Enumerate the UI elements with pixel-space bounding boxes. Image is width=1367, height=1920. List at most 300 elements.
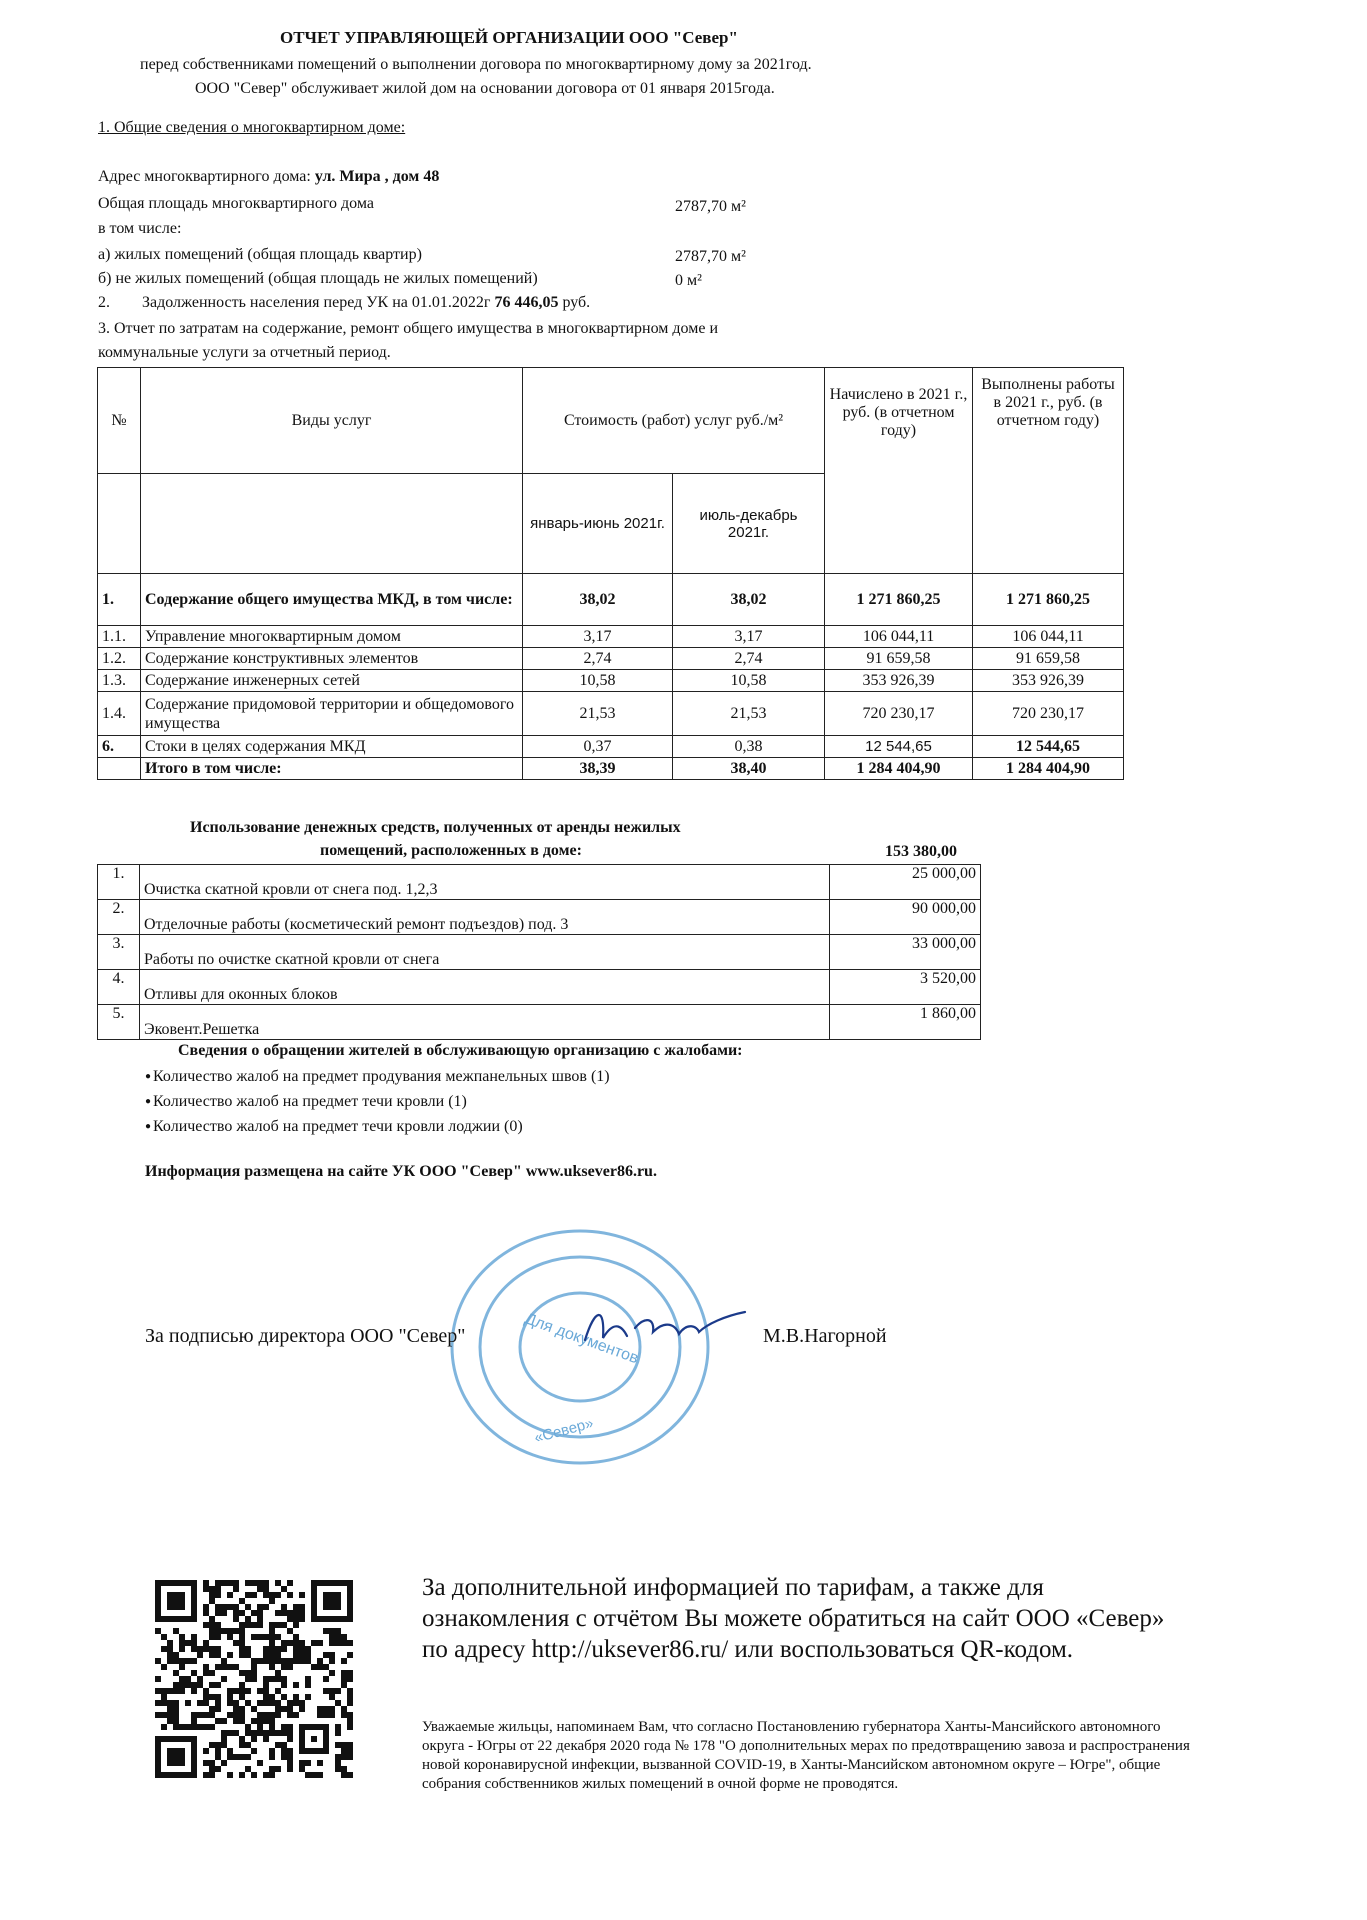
qr-module xyxy=(281,1664,287,1670)
qr-module xyxy=(215,1682,221,1688)
qr-module xyxy=(317,1760,323,1766)
qr-module xyxy=(293,1694,299,1700)
rent-row-amount: 90 000,00 xyxy=(830,900,981,935)
qr-module xyxy=(215,1652,221,1658)
row-cost-p2: 2,74 xyxy=(673,648,825,670)
qr-module xyxy=(287,1760,293,1766)
qr-module xyxy=(257,1730,263,1736)
qr-module xyxy=(209,1682,215,1688)
qr-module xyxy=(251,1658,257,1664)
qr-module xyxy=(215,1610,221,1616)
qr-module xyxy=(239,1646,245,1652)
qr-module xyxy=(287,1754,293,1760)
qr-module xyxy=(281,1586,287,1592)
qr-module xyxy=(155,1700,161,1706)
qr-module xyxy=(233,1754,239,1760)
qr-module xyxy=(155,1676,161,1682)
qr-module xyxy=(203,1586,209,1592)
qr-module xyxy=(299,1592,305,1598)
qr-module xyxy=(287,1712,293,1718)
qr-module xyxy=(191,1724,197,1730)
qr-module xyxy=(227,1628,233,1634)
qr-module xyxy=(329,1652,335,1658)
qr-module xyxy=(221,1610,227,1616)
qr-module xyxy=(173,1724,179,1730)
qr-module xyxy=(269,1772,275,1778)
qr-module xyxy=(263,1682,269,1688)
qr-module xyxy=(281,1682,287,1688)
qr-module xyxy=(221,1676,227,1682)
qr-module xyxy=(329,1694,335,1700)
qr-module xyxy=(185,1658,191,1664)
qr-module xyxy=(287,1610,293,1616)
rent-row-name: Эковент.Решетка xyxy=(140,1005,830,1040)
qr-module xyxy=(329,1706,335,1712)
rent-row-num: 4. xyxy=(98,970,140,1005)
qr-module xyxy=(233,1688,239,1694)
qr-module xyxy=(203,1760,209,1766)
qr-module xyxy=(257,1658,263,1664)
footer-main-text: За дополнительной информацией по тарифам, а также для ознакомления с отчётом Вы можете обратиться на сайт ООО «Север» по адресу http://uksever86.ru/ или воспользоваться QR-кодом. xyxy=(422,1574,1165,1663)
qr-module xyxy=(293,1646,299,1652)
qr-module xyxy=(197,1712,203,1718)
qr-module xyxy=(161,1634,167,1640)
qr-module xyxy=(269,1640,275,1646)
qr-module xyxy=(215,1622,221,1628)
qr-module xyxy=(191,1718,197,1724)
qr-module xyxy=(263,1772,269,1778)
qr-module xyxy=(251,1664,257,1670)
qr-module xyxy=(257,1700,263,1706)
qr-module xyxy=(203,1670,209,1676)
row-num: 1.4. xyxy=(98,692,141,736)
qr-module xyxy=(269,1748,275,1754)
qr-module xyxy=(245,1622,251,1628)
qr-module xyxy=(299,1604,305,1610)
qr-module xyxy=(275,1610,281,1616)
qr-module xyxy=(341,1640,347,1646)
qr-module xyxy=(233,1616,239,1622)
qr-module xyxy=(239,1712,245,1718)
stamp-name: «Север» xyxy=(532,1414,596,1447)
qr-module xyxy=(203,1604,209,1610)
qr-module xyxy=(233,1586,239,1592)
qr-module xyxy=(245,1700,251,1706)
qr-module xyxy=(221,1664,227,1670)
row-charged: 353 926,39 xyxy=(825,670,973,692)
table-total-row xyxy=(98,758,1124,780)
qr-module xyxy=(263,1652,269,1658)
qr-module xyxy=(323,1652,329,1658)
qr-module xyxy=(167,1652,173,1658)
qr-module xyxy=(305,1658,311,1664)
qr-module xyxy=(233,1604,239,1610)
qr-module xyxy=(239,1718,245,1724)
address-label: Адрес многоквартирного дома: xyxy=(98,168,311,185)
qr-module xyxy=(239,1640,245,1646)
qr-module xyxy=(347,1688,353,1694)
qr-module xyxy=(233,1610,239,1616)
qr-module xyxy=(245,1676,251,1682)
qr-module xyxy=(335,1754,341,1760)
qr-module xyxy=(245,1754,251,1760)
qr-module xyxy=(347,1742,353,1748)
qr-module xyxy=(305,1652,311,1658)
qr-module xyxy=(305,1760,311,1766)
qr-module xyxy=(167,1712,173,1718)
qr-module xyxy=(215,1628,221,1634)
qr-module xyxy=(287,1592,293,1598)
including-label: в том числе: xyxy=(98,220,182,237)
qr-module xyxy=(239,1706,245,1712)
rent-row-amount: 33 000,00 xyxy=(830,935,981,970)
qr-module xyxy=(335,1766,341,1772)
row-performed: 353 926,39 xyxy=(973,670,1124,692)
row-name: Содержание конструктивных элементов xyxy=(141,648,523,670)
qr-module xyxy=(173,1712,179,1718)
qr-module xyxy=(209,1724,215,1730)
qr-module xyxy=(251,1622,257,1628)
qr-module xyxy=(287,1766,293,1772)
qr-module xyxy=(209,1586,215,1592)
rent-row-name: Отделочные работы (косметический ремонт подъездов) под. 3 xyxy=(140,900,830,935)
qr-module xyxy=(263,1658,269,1664)
qr-module xyxy=(299,1616,305,1622)
debt-unit: руб. xyxy=(562,294,591,311)
qr-module xyxy=(167,1700,173,1706)
header-num: № xyxy=(98,368,141,474)
table-row xyxy=(98,935,981,970)
nonresidential-value: 0 м² xyxy=(675,272,702,289)
qr-module xyxy=(239,1736,245,1742)
qr-module xyxy=(257,1604,263,1610)
row-cost-p2: 21,53 xyxy=(673,692,825,736)
qr-module xyxy=(287,1700,293,1706)
qr-module xyxy=(245,1670,251,1676)
rent-row-num: 5. xyxy=(98,1005,140,1040)
row-name: Стоки в целях содержания МКД xyxy=(141,736,523,758)
table-row xyxy=(98,692,1124,736)
qr-module xyxy=(185,1700,191,1706)
qr-module xyxy=(341,1766,347,1772)
row-cost-p1: 0,37 xyxy=(523,736,673,758)
qr-module xyxy=(347,1748,353,1754)
qr-module xyxy=(335,1742,341,1748)
qr-module xyxy=(329,1712,335,1718)
qr-module xyxy=(317,1658,323,1664)
qr-module xyxy=(335,1700,341,1706)
rent-row-amount: 25 000,00 xyxy=(830,865,981,900)
rent-title-line-1: Использование денежных средств, полученных от аренды нежилых xyxy=(190,819,681,836)
qr-module xyxy=(287,1658,293,1664)
row-num: 1.2. xyxy=(98,648,141,670)
qr-module xyxy=(227,1772,233,1778)
address-value: ул. Мира , дом 48 xyxy=(314,168,440,185)
table-row xyxy=(98,865,981,900)
qr-module xyxy=(203,1688,209,1694)
qr-module xyxy=(245,1646,251,1652)
qr-module xyxy=(293,1610,299,1616)
qr-module xyxy=(215,1664,221,1670)
qr-module xyxy=(269,1754,275,1760)
row-name: Итого в том числе: xyxy=(141,758,523,780)
qr-module xyxy=(239,1628,245,1634)
qr-module xyxy=(167,1718,173,1724)
qr-module xyxy=(173,1670,179,1676)
header-period-1: январь-июнь 2021г. xyxy=(523,474,673,574)
debt-number: 2. xyxy=(98,294,110,311)
qr-module xyxy=(203,1580,209,1586)
qr-module xyxy=(341,1634,347,1640)
qr-module xyxy=(251,1634,257,1640)
qr-module xyxy=(287,1736,293,1742)
qr-module xyxy=(155,1658,161,1664)
qr-module xyxy=(215,1646,221,1652)
qr-module xyxy=(167,1706,173,1712)
header-service: Виды услуг xyxy=(141,368,523,474)
qr-module xyxy=(257,1724,263,1730)
qr-module xyxy=(179,1688,185,1694)
qr-module xyxy=(305,1646,311,1652)
qr-module xyxy=(239,1634,245,1640)
qr-module xyxy=(245,1730,251,1736)
qr-module xyxy=(263,1592,269,1598)
table-row xyxy=(98,574,1124,626)
qr-module xyxy=(305,1676,311,1682)
qr-module xyxy=(263,1700,269,1706)
qr-module xyxy=(293,1634,299,1640)
qr-module xyxy=(233,1628,239,1634)
row-num: 1.1. xyxy=(98,626,141,648)
qr-module xyxy=(209,1622,215,1628)
rent-row-amount: 3 520,00 xyxy=(830,970,981,1005)
qr-module xyxy=(251,1730,257,1736)
row-cost-p2: 38,02 xyxy=(673,574,825,626)
qr-module xyxy=(203,1700,209,1706)
qr-module xyxy=(161,1712,167,1718)
qr-module xyxy=(203,1640,209,1646)
qr-module xyxy=(227,1592,233,1598)
qr-module xyxy=(185,1640,191,1646)
qr-module xyxy=(305,1772,311,1778)
qr-module xyxy=(305,1682,311,1688)
qr-module xyxy=(191,1712,197,1718)
qr-module xyxy=(269,1724,275,1730)
website-info: Информация размещена на сайте УК ООО "Север" www.uksever86.ru. xyxy=(145,1163,657,1180)
row-performed: 1 284 404,90 xyxy=(973,758,1124,780)
rent-row-num: 2. xyxy=(98,900,140,935)
qr-module xyxy=(227,1604,233,1610)
row-charged: 12 544,65 xyxy=(825,736,973,758)
qr-module xyxy=(191,1634,197,1640)
qr-module xyxy=(263,1646,269,1652)
qr-module xyxy=(203,1610,209,1616)
qr-module xyxy=(287,1640,293,1646)
qr-module xyxy=(269,1712,275,1718)
qr-module xyxy=(347,1772,353,1778)
debt-label: Задолженность населения перед УК на 01.01.2022г xyxy=(142,294,491,311)
qr-module xyxy=(239,1682,245,1688)
rent-table xyxy=(97,864,981,1040)
qr-module xyxy=(251,1670,257,1676)
row-cost-p1: 10,58 xyxy=(523,670,673,692)
qr-module xyxy=(203,1772,209,1778)
qr-module xyxy=(191,1658,197,1664)
qr-module xyxy=(287,1748,293,1754)
qr-module xyxy=(233,1712,239,1718)
residential-label: а) жилых помещений (общая площадь квартир) xyxy=(98,246,422,263)
qr-module xyxy=(323,1712,329,1718)
qr-module xyxy=(185,1676,191,1682)
qr-module xyxy=(221,1604,227,1610)
director-name: М.В.Нагорной xyxy=(763,1325,887,1347)
row-num: 1.3. xyxy=(98,670,141,692)
qr-module xyxy=(179,1646,185,1652)
qr-module xyxy=(347,1640,353,1646)
qr-module xyxy=(257,1760,263,1766)
qr-module xyxy=(263,1730,269,1736)
qr-module xyxy=(317,1664,323,1670)
qr-module xyxy=(209,1628,215,1634)
qr-module xyxy=(173,1682,179,1688)
qr-module xyxy=(191,1640,197,1646)
rent-total: 153 380,00 xyxy=(885,843,957,860)
qr-module xyxy=(239,1688,245,1694)
qr-module xyxy=(347,1694,353,1700)
qr-module xyxy=(233,1580,239,1586)
qr-module xyxy=(233,1640,239,1646)
residential-value: 2787,70 м² xyxy=(675,248,746,265)
qr-module xyxy=(215,1586,221,1592)
qr-module xyxy=(239,1652,245,1658)
qr-module xyxy=(221,1760,227,1766)
qr-module xyxy=(257,1712,263,1718)
qr-module xyxy=(341,1772,347,1778)
row-cost-p2: 3,17 xyxy=(673,626,825,648)
qr-module xyxy=(251,1580,257,1586)
qr-module xyxy=(263,1718,269,1724)
qr-module xyxy=(209,1760,215,1766)
qr-module xyxy=(239,1772,245,1778)
qr-module xyxy=(245,1688,251,1694)
qr-module xyxy=(209,1694,215,1700)
header-cost: Стоимость (работ) услуг руб./м² xyxy=(523,368,825,474)
qr-module xyxy=(329,1688,335,1694)
qr-module xyxy=(173,1700,179,1706)
qr-module xyxy=(185,1682,191,1688)
qr-module xyxy=(287,1616,293,1622)
qr-module xyxy=(281,1724,287,1730)
complaint-item: ● Количество жалоб на предмет продувания межпанельных швов (1) xyxy=(145,1068,610,1086)
qr-module xyxy=(227,1694,233,1700)
qr-module xyxy=(251,1610,257,1616)
qr-module xyxy=(329,1658,335,1664)
qr-module xyxy=(293,1700,299,1706)
report-subtitle: перед собственниками помещений о выполнении договора по многоквартирному дому за 2021год. xyxy=(140,56,812,73)
qr-module xyxy=(275,1712,281,1718)
qr-module xyxy=(281,1640,287,1646)
qr-module xyxy=(227,1688,233,1694)
qr-module xyxy=(335,1640,341,1646)
qr-module xyxy=(299,1652,305,1658)
qr-module xyxy=(263,1586,269,1592)
qr-module xyxy=(269,1676,275,1682)
qr-module xyxy=(287,1730,293,1736)
qr-module xyxy=(341,1670,347,1676)
qr-module xyxy=(281,1754,287,1760)
qr-module xyxy=(305,1694,311,1700)
qr-module xyxy=(209,1772,215,1778)
row-name: Содержание придомовой территории и общедомового имущества xyxy=(141,692,523,736)
qr-module xyxy=(323,1706,329,1712)
qr-module xyxy=(269,1658,275,1664)
row-cost-p2: 0,38 xyxy=(673,736,825,758)
qr-module xyxy=(329,1670,335,1676)
qr-module xyxy=(347,1670,353,1676)
qr-module xyxy=(347,1676,353,1682)
row-name: Содержание инженерных сетей xyxy=(141,670,523,692)
qr-module xyxy=(293,1652,299,1658)
qr-module xyxy=(263,1694,269,1700)
qr-module xyxy=(257,1634,263,1640)
qr-module xyxy=(155,1688,161,1694)
qr-module xyxy=(269,1652,275,1658)
qr-module xyxy=(341,1658,347,1664)
qr-module xyxy=(197,1646,203,1652)
qr-module xyxy=(215,1748,221,1754)
table-row xyxy=(98,900,981,935)
qr-module xyxy=(281,1706,287,1712)
qr-module xyxy=(275,1766,281,1772)
qr-module xyxy=(281,1676,287,1682)
qr-module xyxy=(227,1580,233,1586)
qr-module xyxy=(299,1646,305,1652)
row-performed: 12 544,65 xyxy=(973,736,1124,758)
qr-module xyxy=(299,1610,305,1616)
qr-module xyxy=(245,1616,251,1622)
qr-module xyxy=(347,1652,353,1658)
row-num: 1. xyxy=(98,574,141,626)
qr-module xyxy=(341,1754,347,1760)
qr-module xyxy=(275,1646,281,1652)
qr-module xyxy=(215,1604,221,1610)
qr-module xyxy=(275,1658,281,1664)
report-line-1: 3. Отчет по затратам на содержание, ремонт общего имущества в многоквартирном доме и xyxy=(98,320,719,337)
qr-module xyxy=(221,1730,227,1736)
qr-module xyxy=(167,1646,173,1652)
qr-module xyxy=(191,1688,197,1694)
row-charged: 106 044,11 xyxy=(825,626,973,648)
qr-module xyxy=(161,1664,167,1670)
qr-module xyxy=(221,1658,227,1664)
qr-module xyxy=(323,1664,329,1670)
section-general-title: 1. Общие сведения о многоквартирном доме: xyxy=(98,119,406,136)
qr-code[interactable] xyxy=(155,1580,353,1778)
qr-module xyxy=(221,1742,227,1748)
qr-module xyxy=(335,1724,341,1730)
qr-module xyxy=(299,1658,305,1664)
qr-module xyxy=(317,1772,323,1778)
qr-module xyxy=(263,1676,269,1682)
qr-module xyxy=(179,1676,185,1682)
row-performed: 1 271 860,25 xyxy=(973,574,1124,626)
qr-module xyxy=(239,1694,245,1700)
qr-module xyxy=(269,1718,275,1724)
qr-module xyxy=(215,1742,221,1748)
qr-module xyxy=(335,1688,341,1694)
row-name: Содержание общего имущества МКД, в том числе: xyxy=(141,574,523,626)
qr-module xyxy=(299,1760,305,1766)
